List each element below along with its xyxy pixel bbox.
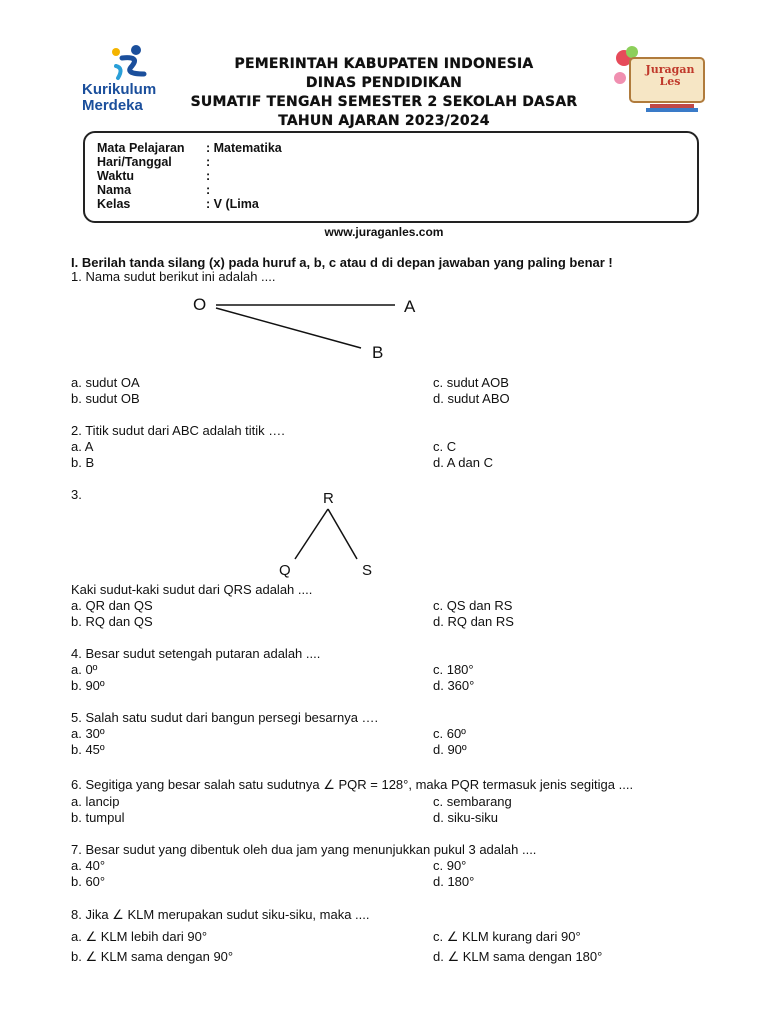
angle-aob-figure <box>185 288 435 368</box>
question-7-text: 7. Besar sudut yang dibentuk oleh dua jam yang menunjukkan pukul 3 adalah .... <box>71 842 537 857</box>
q3-option-b[interactable]: b. RQ dan QS <box>71 614 153 629</box>
label-s: S <box>362 562 373 579</box>
info-label: Mata Pelajaran <box>97 141 185 155</box>
info-value: : <box>206 183 211 197</box>
info-label: Hari/Tanggal <box>97 155 172 169</box>
question-2-text: 2. Titik sudut dari ABC adalah titik …. <box>71 423 285 438</box>
header-line-exam: SUMATIF TENGAH SEMESTER 2 SEKOLAH DASAR <box>190 94 578 110</box>
q6-option-d[interactable]: d. siku-siku <box>433 810 499 825</box>
q3-option-d[interactable]: d. RQ dan RS <box>433 614 514 629</box>
q3-option-a[interactable]: a. QR dan QS <box>71 598 153 613</box>
q1-option-a[interactable]: a. sudut OA <box>71 375 140 390</box>
question-3-text: Kaki sudut-kaki sudut dari QRS adalah .... <box>71 582 313 597</box>
q5-option-a[interactable]: a. 30º <box>71 726 105 741</box>
q4-option-d[interactable]: d. 360° <box>433 678 475 693</box>
info-row-date <box>97 155 210 169</box>
angle-qrs-figure <box>270 486 380 580</box>
info-row-time <box>97 169 210 183</box>
q1-option-d[interactable]: d. sudut ABO <box>433 391 510 406</box>
header-line-government: PEMERINTAH KABUPATEN INDONESIA <box>234 56 534 72</box>
label-r: R <box>323 490 334 507</box>
info-value: : Matematika <box>206 141 282 155</box>
info-label: Kelas <box>97 197 131 211</box>
info-value: : <box>206 155 211 169</box>
question-6-text: 6. Segitiga yang besar salah satu sudutnya ∠ PQR = 128°, maka PQR termasuk jenis segitiga .... <box>71 777 634 792</box>
question-4-text: 4. Besar sudut setengah putaran adalah .... <box>71 646 321 661</box>
question-3-number: 3. <box>71 487 82 502</box>
q8-option-d[interactable]: d. ∠ KLM sama dengan 180° <box>433 949 603 964</box>
q7-option-a[interactable]: a. 40° <box>71 858 106 873</box>
info-label: Nama <box>97 183 132 197</box>
q7-option-c[interactable]: c. 90° <box>433 858 467 873</box>
q5-option-d[interactable]: d. 90º <box>433 742 467 757</box>
question-1-text: 1. Nama sudut berikut ini adalah .... <box>71 269 276 284</box>
q2-option-c[interactable]: c. C <box>433 439 457 454</box>
q7-option-d[interactable]: d. 180° <box>433 874 475 889</box>
q3-option-c[interactable]: c. QS dan RS <box>433 598 513 613</box>
question-8-text: 8. Jika ∠ KLM merupakan sudut siku-siku, maka .... <box>71 907 370 922</box>
q1-option-c[interactable]: c. sudut AOB <box>433 375 509 390</box>
website-link[interactable]: www.juraganles.com <box>324 225 444 239</box>
header-line-department: DINAS PENDIDIKAN <box>305 75 463 91</box>
label-a: A <box>404 297 416 316</box>
info-value: : V (Lima <box>206 197 259 211</box>
info-row-subject <box>97 141 282 155</box>
info-row-class <box>97 197 259 211</box>
header-line-year: TAHUN AJARAN 2023/2024 <box>278 113 490 129</box>
logo-word-juragan: Juragan <box>645 63 695 76</box>
q5-option-b[interactable]: b. 45º <box>71 742 105 757</box>
q1-option-b[interactable]: b. sudut OB <box>71 391 140 406</box>
logo-word-kurikulum: Kurikulum <box>82 81 157 98</box>
info-value: : <box>206 169 211 183</box>
q8-option-b[interactable]: b. ∠ KLM sama dengan 90° <box>71 949 234 964</box>
q6-option-b[interactable]: b. tumpul <box>71 810 125 825</box>
q7-option-b[interactable]: b. 60° <box>71 874 106 889</box>
logo-word-merdeka: Merdeka <box>82 97 143 114</box>
label-o: O <box>193 295 207 314</box>
question-5-text: 5. Salah satu sudut dari bangun persegi besarnya …. <box>71 710 379 725</box>
q6-option-a[interactable]: a. lancip <box>71 794 120 809</box>
label-q: Q <box>279 562 291 579</box>
q2-option-a[interactable]: a. A <box>71 439 94 454</box>
q6-option-c[interactable]: c. sembarang <box>433 794 512 809</box>
q8-option-a[interactable]: a. ∠ KLM lebih dari 90° <box>71 929 208 944</box>
q2-option-b[interactable]: b. B <box>71 455 95 470</box>
q4-option-a[interactable]: a. 0º <box>71 662 98 677</box>
label-b: B <box>372 343 384 362</box>
q4-option-c[interactable]: c. 180° <box>433 662 474 677</box>
info-row-name <box>97 183 210 197</box>
logo-word-les: Les <box>659 75 681 88</box>
info-label: Waktu <box>97 169 135 183</box>
q8-option-c[interactable]: c. ∠ KLM kurang dari 90° <box>433 929 581 944</box>
instruction-text: I. Berilah tanda silang (x) pada huruf a, b, c atau d di depan jawaban yang paling benar ! <box>71 255 613 270</box>
q5-option-c[interactable]: c. 60º <box>433 726 466 741</box>
q4-option-b[interactable]: b. 90º <box>71 678 105 693</box>
q2-option-d[interactable]: d. A dan C <box>433 455 493 470</box>
